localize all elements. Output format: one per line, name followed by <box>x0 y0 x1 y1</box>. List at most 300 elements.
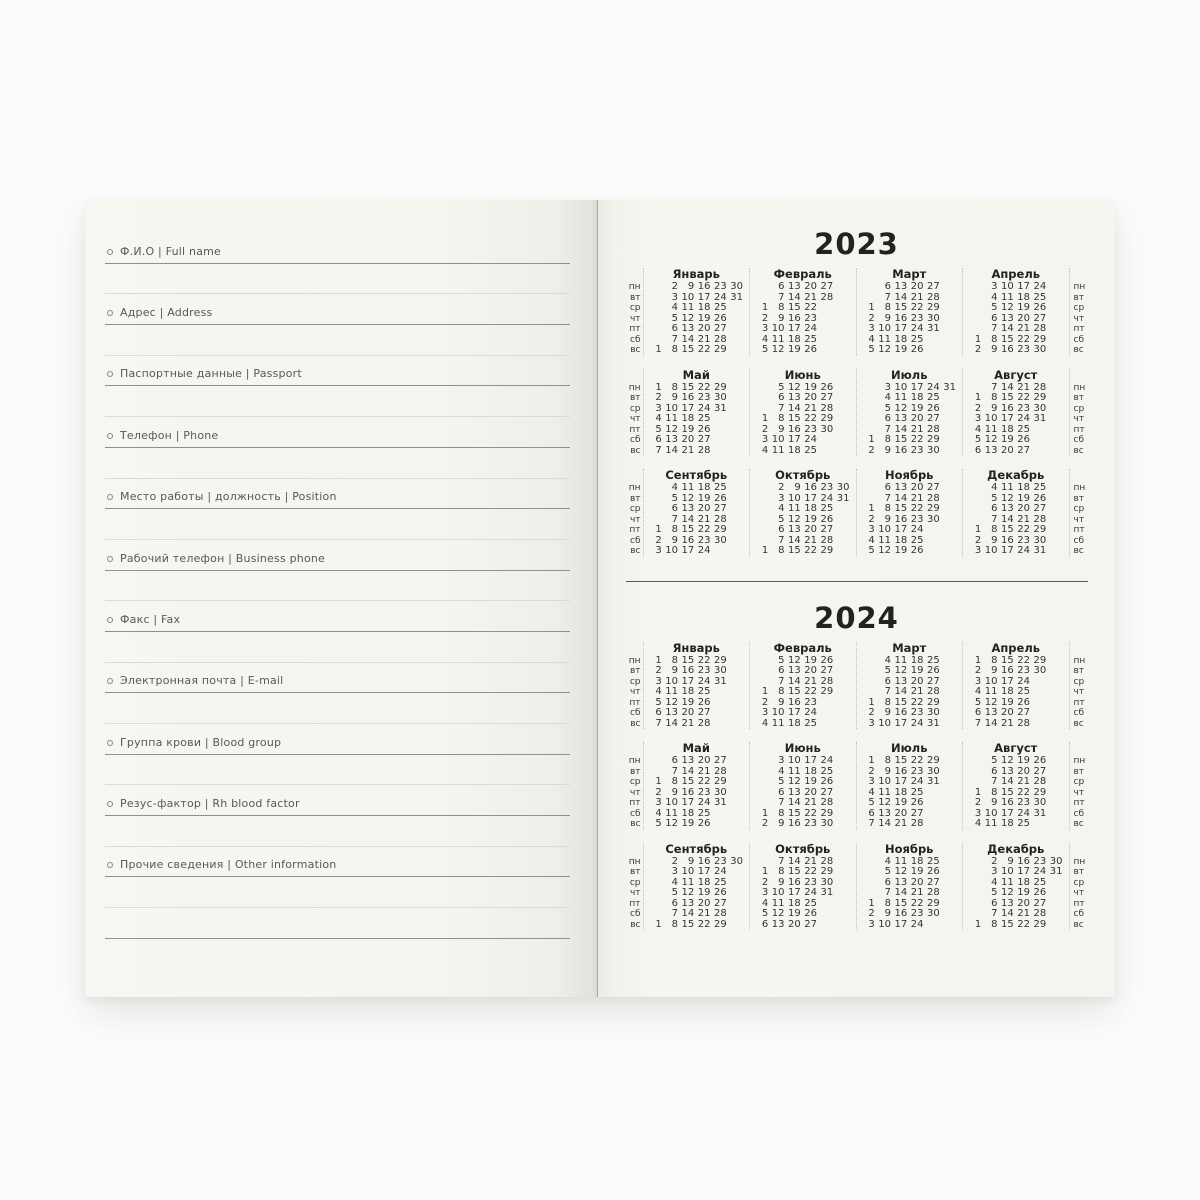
month-block <box>749 843 856 931</box>
date-cell: 13 <box>681 756 695 766</box>
date-cell <box>1032 719 1048 730</box>
date-cell: 18 <box>910 655 924 666</box>
date-cell <box>861 878 877 889</box>
weekday-label: пт <box>629 424 641 435</box>
date-cell: 12 <box>681 888 695 898</box>
field-label: Прочие сведения | Other information <box>120 858 337 872</box>
date-cell: 3 <box>671 867 678 877</box>
date-cell: 14 <box>665 718 678 729</box>
month-row <box>626 642 1088 730</box>
date-cell <box>861 857 877 868</box>
month-dates <box>754 857 852 931</box>
date-cell <box>1048 282 1064 293</box>
date-cell: 5 <box>778 514 785 525</box>
date-cell <box>835 446 851 457</box>
weekday-label: ср <box>629 676 641 687</box>
date-cell: 26 <box>1017 435 1030 445</box>
date-cell <box>1048 809 1064 820</box>
date-cell: 14 <box>681 514 695 525</box>
date-cell: 6 <box>884 282 891 292</box>
date-cell: 9 <box>884 766 891 777</box>
writing-line <box>105 908 570 939</box>
date-cell <box>1032 425 1048 436</box>
date-cell <box>1032 435 1048 446</box>
date-cell: 2 <box>974 403 982 414</box>
date-cell <box>754 504 770 515</box>
date-cell: 23 <box>910 909 924 919</box>
date-cell: 6 <box>991 898 998 909</box>
date-cell: 10 <box>984 546 998 556</box>
date-cell <box>648 767 664 778</box>
date-cell <box>1048 345 1064 356</box>
date-cell: 24 <box>910 919 924 930</box>
date-cell: 24 <box>1033 282 1047 292</box>
date-cell: 27 <box>714 756 727 766</box>
date-cell: 7 <box>778 798 785 808</box>
month-block <box>643 268 750 356</box>
date-cell: 21 <box>1017 324 1030 334</box>
date-cell: 28 <box>910 819 924 829</box>
date-cell: 11 <box>878 334 891 345</box>
date-cell <box>861 383 877 394</box>
date-cell <box>942 809 958 820</box>
date-cell: 15 <box>681 525 695 535</box>
date-cell: 19 <box>910 666 924 676</box>
date-cell: 1 <box>761 414 769 424</box>
month-block <box>643 469 750 557</box>
date-cell: 7 <box>778 676 785 687</box>
date-cell <box>967 767 983 778</box>
date-cell: 26 <box>804 345 817 355</box>
field-label: Место работы | должность | Position <box>120 490 337 504</box>
date-cell: 1 <box>868 303 875 313</box>
date-cell <box>835 767 851 778</box>
date-cell: 16 <box>788 313 801 324</box>
date-cell: 27 <box>697 435 711 445</box>
date-cell <box>754 293 770 304</box>
date-cell <box>835 920 851 931</box>
date-cell: 13 <box>894 676 908 687</box>
date-cell: 22 <box>1017 525 1030 535</box>
date-cell: 18 <box>894 535 908 546</box>
date-cell: 20 <box>681 435 695 445</box>
date-cell <box>967 899 983 910</box>
date-cell: 15 <box>1001 655 1014 666</box>
date-cell: 19 <box>1001 435 1014 445</box>
date-cell: 2 <box>778 483 785 493</box>
date-cell <box>754 777 770 788</box>
date-cell: 20 <box>697 324 711 334</box>
date-cell: 7 <box>778 403 785 414</box>
date-cell: 25 <box>927 655 940 666</box>
date-cell: 5 <box>991 888 998 898</box>
date-cell: 16 <box>894 766 908 777</box>
date-cell: 17 <box>697 292 711 303</box>
month-block <box>962 268 1069 356</box>
month-name: Февраль <box>773 640 832 655</box>
date-cell: 19 <box>804 655 817 666</box>
date-cell <box>835 303 851 314</box>
date-cell: 8 <box>991 334 998 345</box>
date-cell: 29 <box>820 867 834 877</box>
date-cell: 20 <box>1001 445 1014 456</box>
date-cell: 18 <box>788 718 801 729</box>
weekday-label: чт <box>629 888 641 898</box>
field-label: Адрес | Address <box>120 306 213 320</box>
date-cell: 27 <box>1033 766 1047 777</box>
date-cell: 9 <box>884 445 891 456</box>
date-cell: 9 <box>687 856 695 867</box>
weekday-label: вс <box>1073 445 1084 456</box>
date-cell: 26 <box>1017 697 1030 708</box>
date-cell: 15 <box>894 435 908 445</box>
weekday-label: ср <box>629 303 641 313</box>
month-name: Октябрь <box>775 468 831 482</box>
date-cell: 10 <box>894 382 908 393</box>
date-cell <box>942 282 958 293</box>
date-cell <box>754 666 770 677</box>
date-cell: 6 <box>884 483 891 493</box>
date-cell: 19 <box>788 345 801 355</box>
weekday-label: вт <box>1073 766 1085 777</box>
date-cell: 5 <box>778 777 785 787</box>
weekday-label: чт <box>1073 414 1085 424</box>
date-cell: 15 <box>681 382 695 393</box>
date-cell: 8 <box>671 345 678 355</box>
month-name: Август <box>994 741 1038 755</box>
date-cell: 5 <box>991 756 998 766</box>
date-cell <box>967 282 983 293</box>
date-cell: 3 <box>884 382 891 393</box>
date-cell: 26 <box>910 345 924 355</box>
date-cell: 23 <box>1017 535 1030 546</box>
month-block <box>749 642 856 730</box>
date-cell: 5 <box>868 345 875 355</box>
date-cell <box>713 414 729 425</box>
date-cell <box>819 719 835 730</box>
date-cell <box>942 414 958 425</box>
weekday-label: пн <box>1073 282 1086 292</box>
date-cell: 2 <box>991 856 998 867</box>
date-cell: 5 <box>761 909 769 919</box>
date-cell: 30 <box>714 393 727 403</box>
date-cell: 4 <box>671 483 678 493</box>
date-cell <box>1048 777 1064 788</box>
date-cell <box>648 867 664 878</box>
date-cell: 18 <box>697 483 711 493</box>
date-cell: 26 <box>1033 493 1047 504</box>
month-dates <box>754 383 852 457</box>
date-cell: 9 <box>778 697 785 708</box>
weekday-label: пн <box>628 756 641 766</box>
date-cell <box>648 504 664 515</box>
date-cell: 18 <box>1017 877 1030 888</box>
date-cell: 14 <box>1001 382 1014 393</box>
date-cell <box>754 798 770 809</box>
date-cell <box>835 293 851 304</box>
month-name: Август <box>994 367 1038 382</box>
date-cell: 26 <box>714 493 727 504</box>
date-cell: 27 <box>697 708 711 718</box>
date-cell <box>648 335 664 346</box>
bullet-icon <box>107 556 113 562</box>
date-cell: 13 <box>878 808 891 819</box>
date-cell: 17 <box>1001 676 1014 687</box>
writing-line <box>105 448 570 479</box>
date-cell: 5 <box>884 867 891 877</box>
weekday-label: сб <box>1073 535 1084 546</box>
date-cell <box>754 525 770 536</box>
date-cell <box>729 525 745 536</box>
date-cell <box>648 293 664 304</box>
writing-line <box>105 755 570 786</box>
date-cell <box>1048 303 1064 314</box>
date-cell: 13 <box>894 414 908 424</box>
bullet-icon <box>107 494 113 500</box>
calendar-2024 <box>626 642 1088 931</box>
date-cell: 27 <box>1033 504 1047 514</box>
date-cell <box>1048 435 1064 446</box>
date-cell: 30 <box>927 313 940 324</box>
weekday-column <box>626 642 643 730</box>
date-cell: 25 <box>714 483 727 493</box>
weekday-label: пн <box>628 483 641 493</box>
date-cell: 1 <box>761 867 769 877</box>
field-full-name <box>105 233 570 264</box>
date-cell: 4 <box>868 334 875 345</box>
date-cell: 12 <box>984 697 998 708</box>
date-cell <box>713 425 729 436</box>
date-cell: 9 <box>671 393 678 403</box>
date-cell: 15 <box>1001 393 1014 403</box>
date-cell: 31 <box>820 888 834 898</box>
date-cell <box>835 677 851 688</box>
date-cell: 23 <box>910 708 924 718</box>
date-cell: 8 <box>991 525 998 535</box>
date-cell: 22 <box>697 525 711 535</box>
writing-line <box>105 509 570 540</box>
date-cell: 20 <box>697 504 711 514</box>
date-cell: 8 <box>671 919 678 930</box>
weekday-label: вт <box>629 666 641 676</box>
weekday-label: пн <box>1073 382 1086 393</box>
date-cell <box>926 525 942 536</box>
date-cell: 12 <box>788 777 801 787</box>
date-cell: 28 <box>1033 514 1047 525</box>
date-cell: 10 <box>1001 282 1014 292</box>
date-cell: 28 <box>820 292 834 303</box>
date-cell: 5 <box>655 697 662 708</box>
weekday-label: вт <box>1073 292 1085 303</box>
date-cell: 14 <box>1001 324 1014 334</box>
date-cell <box>861 414 877 425</box>
date-cell: 4 <box>991 292 998 303</box>
date-cell: 17 <box>697 867 711 877</box>
date-cell <box>835 888 851 899</box>
date-cell <box>835 345 851 356</box>
weekday-label: вс <box>1073 345 1084 355</box>
date-cell <box>967 777 983 788</box>
date-cell <box>835 687 851 698</box>
month-name: Сентябрь <box>665 841 728 856</box>
date-cell: 29 <box>1033 919 1047 930</box>
month-block <box>643 843 750 931</box>
date-cell: 22 <box>910 756 924 766</box>
date-cell: 19 <box>804 382 817 393</box>
date-cell: 30 <box>820 877 834 888</box>
month-block <box>962 469 1069 557</box>
date-cell <box>729 767 745 778</box>
date-cell <box>942 324 958 335</box>
date-cell <box>1048 525 1064 536</box>
date-cell: 18 <box>788 898 801 909</box>
month-name: Май <box>682 367 710 382</box>
date-cell <box>729 677 745 688</box>
date-cell: 27 <box>714 898 727 909</box>
date-cell: 25 <box>1033 877 1047 888</box>
date-cell <box>819 920 835 931</box>
date-cell <box>754 404 770 415</box>
date-cell: 7 <box>671 334 678 345</box>
date-cell <box>729 435 745 446</box>
date-cell <box>835 878 851 889</box>
date-cell: 22 <box>804 687 817 697</box>
date-cell: 6 <box>671 324 678 334</box>
date-cell: 19 <box>1017 303 1030 313</box>
date-cell: 15 <box>1001 334 1014 345</box>
date-cell: 28 <box>1017 718 1030 729</box>
date-cell: 18 <box>894 334 908 345</box>
bullet-icon <box>107 862 113 868</box>
month-name: Март <box>892 267 927 281</box>
date-cell: 31 <box>714 798 727 808</box>
date-cell: 23 <box>820 483 834 493</box>
weekday-label: ср <box>1073 403 1085 414</box>
date-cell: 22 <box>910 697 924 708</box>
date-cell <box>942 504 958 515</box>
date-cell: 28 <box>820 403 834 414</box>
date-cell: 21 <box>894 819 908 829</box>
month-dates <box>967 282 1065 356</box>
date-cell: 21 <box>697 334 711 345</box>
month-name: Апрель <box>991 267 1041 281</box>
date-cell: 27 <box>1033 313 1047 324</box>
date-cell: 7 <box>991 777 998 787</box>
month-dates <box>861 383 959 457</box>
date-cell: 19 <box>681 424 695 435</box>
date-cell: 16 <box>788 424 801 435</box>
date-cell: 4 <box>655 414 662 424</box>
date-cell <box>1048 494 1064 505</box>
date-cell: 9 <box>778 313 785 324</box>
date-cell <box>729 909 745 920</box>
date-cell: 21 <box>910 493 924 504</box>
field-position <box>105 479 570 510</box>
date-cell: 8 <box>884 756 891 766</box>
date-cell: 29 <box>820 546 834 556</box>
date-cell: 7 <box>671 514 678 525</box>
date-cell: 23 <box>910 766 924 777</box>
date-cell: 11 <box>771 445 785 456</box>
date-cell <box>1032 698 1048 709</box>
date-cell: 22 <box>804 303 817 313</box>
date-cell: 28 <box>714 334 727 345</box>
date-cell: 9 <box>884 909 891 919</box>
date-cell: 15 <box>681 655 695 666</box>
date-cell: 23 <box>910 313 924 324</box>
date-cell: 23 <box>1017 798 1030 808</box>
date-cell: 10 <box>878 777 891 787</box>
date-cell: 18 <box>697 303 711 313</box>
date-cell <box>967 303 983 314</box>
date-cell: 9 <box>991 535 998 546</box>
date-cell <box>1048 324 1064 335</box>
date-cell: 24 <box>1017 808 1030 819</box>
field-label: Ф.И.О | Full name <box>120 244 221 258</box>
date-cell: 28 <box>927 424 940 435</box>
date-cell: 12 <box>788 655 801 666</box>
field-label: Резус-фактор | Rh blood factor <box>120 797 300 811</box>
date-cell: 22 <box>910 504 924 514</box>
date-cell <box>729 656 745 667</box>
date-cell: 30 <box>714 787 727 798</box>
date-cell: 17 <box>804 493 817 504</box>
date-cell: 30 <box>1033 666 1047 676</box>
month-dates <box>648 857 746 931</box>
date-cell: 23 <box>1033 856 1047 867</box>
weekday-label: чт <box>1073 313 1085 324</box>
date-cell: 7 <box>778 292 785 303</box>
date-cell: 26 <box>820 514 834 525</box>
date-cell: 11 <box>771 718 785 729</box>
date-cell: 19 <box>681 697 695 708</box>
month-block <box>962 642 1069 730</box>
date-cell: 12 <box>878 798 891 808</box>
date-cell: 2 <box>974 666 982 676</box>
month-dates <box>648 483 746 557</box>
date-cell: 15 <box>894 756 908 766</box>
date-cell: 5 <box>974 435 982 445</box>
date-cell: 24 <box>697 798 711 808</box>
month-dates <box>967 483 1065 557</box>
date-cell: 16 <box>1017 856 1030 867</box>
date-cell: 6 <box>884 676 891 687</box>
date-cell <box>942 888 958 899</box>
year-divider <box>626 581 1088 582</box>
date-cell <box>861 282 877 293</box>
date-cell: 26 <box>1033 888 1047 898</box>
date-cell: 25 <box>714 877 727 888</box>
date-cell: 24 <box>1033 867 1047 877</box>
date-cell <box>1048 293 1064 304</box>
date-cell: 11 <box>1001 292 1014 303</box>
date-cell <box>861 393 877 404</box>
date-cell: 13 <box>665 435 678 445</box>
date-cell: 20 <box>804 393 817 403</box>
month-block <box>643 369 750 457</box>
date-cell: 3 <box>974 546 982 556</box>
date-cell: 5 <box>868 546 875 556</box>
date-cell: 20 <box>697 898 711 909</box>
date-cell: 3 <box>761 888 769 898</box>
date-cell: 28 <box>714 514 727 525</box>
date-cell <box>1048 446 1064 457</box>
date-cell: 28 <box>714 909 727 919</box>
date-cell <box>648 483 664 494</box>
left-page-personal-info <box>85 200 597 997</box>
date-cell: 16 <box>1001 798 1014 808</box>
date-cell: 17 <box>910 382 924 393</box>
